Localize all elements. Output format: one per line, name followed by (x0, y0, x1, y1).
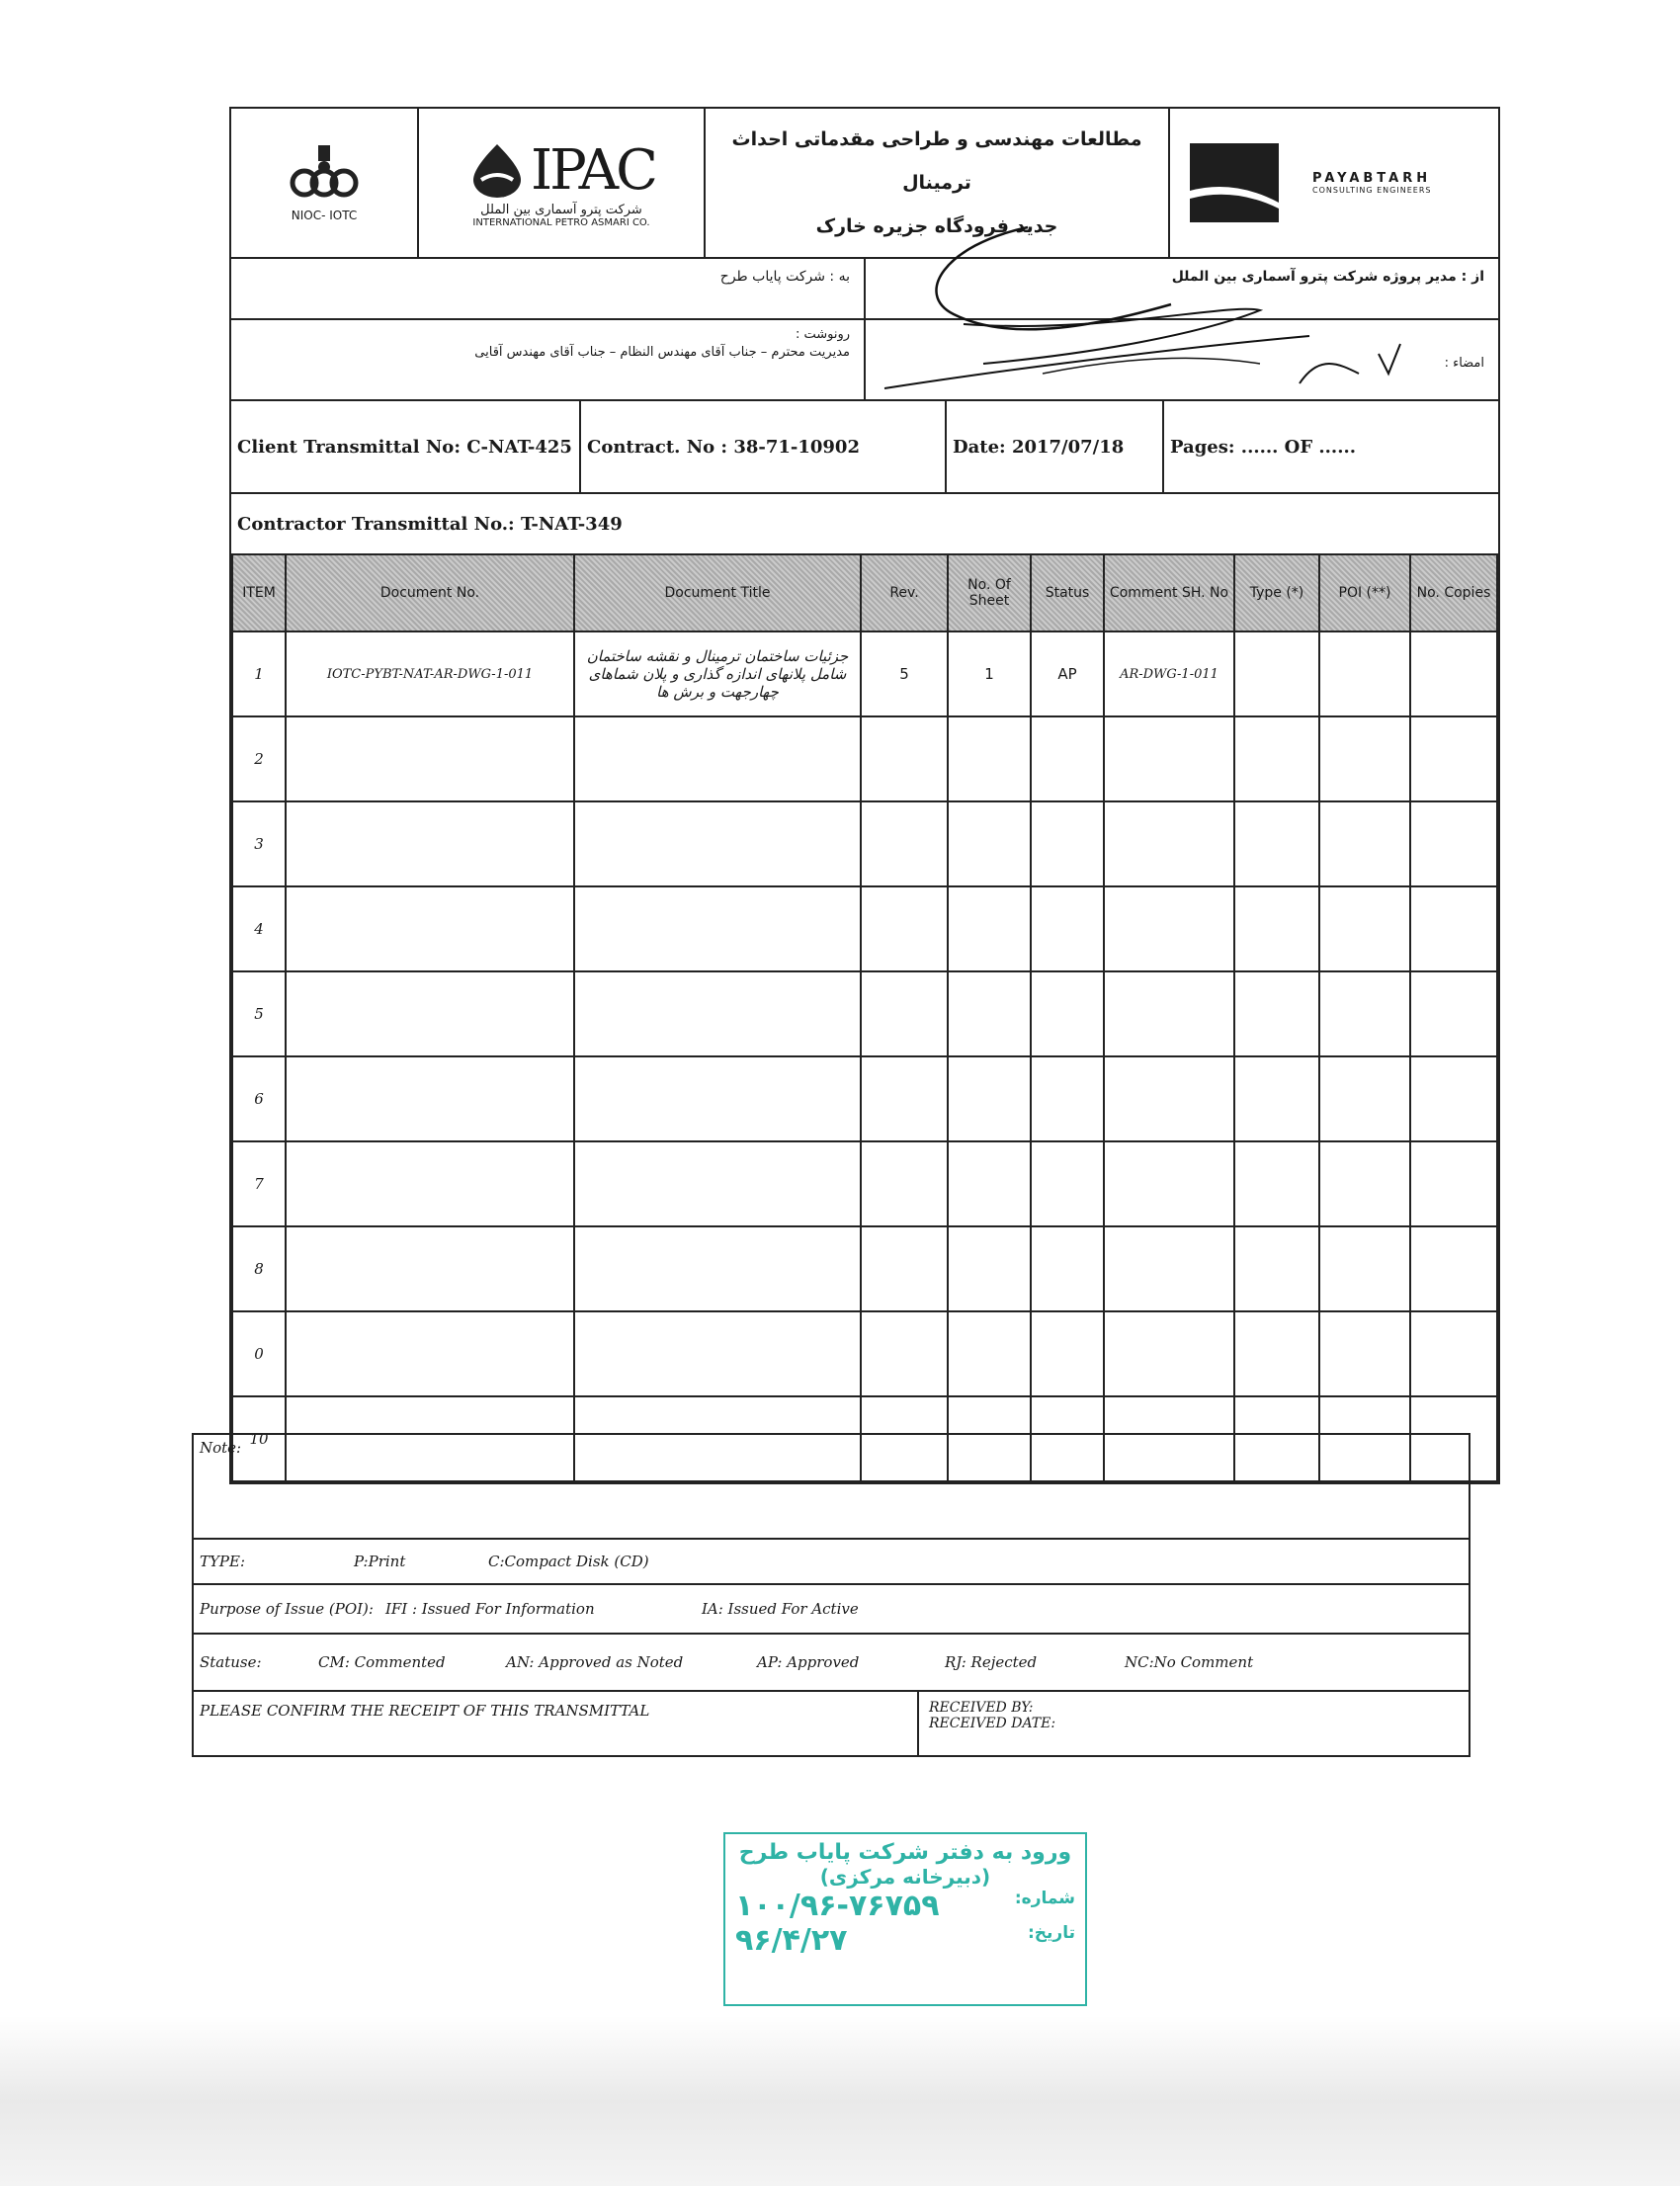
table-row (232, 1311, 1497, 1396)
cell-copies (1410, 971, 1497, 1056)
niqc-emblem-icon (285, 143, 364, 203)
cell-doc-no (286, 1056, 574, 1141)
pages-field: Pages: ...... OF ...... (1170, 436, 1356, 458)
signature-field (866, 320, 1498, 399)
cell-title (574, 886, 861, 971)
cell-item: 5 (232, 971, 286, 1056)
type-cd: C:Compact Disk (CD) (488, 1553, 649, 1570)
status-ap: AP: Approved (757, 1653, 860, 1671)
poi-ia: IA: Issued For Active (701, 1600, 859, 1618)
type-label: TYPE: (200, 1553, 246, 1570)
cell-comment (1104, 971, 1234, 1056)
cell-item: 3 (232, 801, 286, 886)
table-row (232, 716, 1497, 801)
niqc-caption: NIOC- IOTC (291, 209, 358, 222)
poi-ifi: IFI : Issued For Information (384, 1600, 595, 1618)
cell-poi (1319, 1226, 1410, 1311)
date-field: Date: 2017/07/18 (947, 401, 1164, 492)
form-header (231, 109, 1498, 259)
cc-field (231, 320, 866, 399)
cell-copies (1410, 1056, 1497, 1141)
note-row (194, 1435, 1469, 1540)
cell-type (1234, 1226, 1319, 1311)
cell-rev (861, 971, 948, 1056)
cell-copies (1410, 886, 1497, 971)
col-document-title: Document Title (574, 554, 861, 631)
received-date: RECEIVED DATE: (929, 1716, 1056, 1731)
cell-status (1031, 801, 1104, 886)
payab-emblem-icon (1190, 143, 1279, 222)
poi-label: Purpose of Issue (POI): (200, 1600, 374, 1618)
documents-table (231, 553, 1498, 1482)
to-from-row (231, 259, 1498, 320)
type-legend (194, 1540, 1469, 1585)
cell-poi (1319, 1141, 1410, 1226)
signature-label: امضاء : (1444, 356, 1484, 371)
cell-rev (861, 1056, 948, 1141)
project-title-line1: مطالعات مهندسی و طراحی مقدماتی احداث ترمینال (731, 128, 1142, 194)
cell-sheets (948, 1311, 1031, 1396)
stamp-date-value: ۹۶/۴/۲۷ (735, 1923, 848, 1958)
legend-footer (192, 1433, 1470, 1757)
project-title (706, 109, 1170, 257)
project-title-line2: جدید فرودگاه جزیره خارک (815, 215, 1058, 237)
niqc-logo (231, 109, 419, 257)
cell-doc-no: IOTC-PYBT-NAT-AR-DWG-1-011 (286, 631, 574, 716)
payab-logo (1170, 109, 1498, 257)
stamp-number-value: ۱۰۰/۹۶-۷۶۷۵۹ (735, 1889, 940, 1923)
cell-item: 2 (232, 716, 286, 801)
stamp-date-label: تاریخ: (1028, 1923, 1075, 1943)
stamp-line1: ورود به دفتر شرکت پایاب طرح (738, 1840, 1072, 1865)
cell-status (1031, 971, 1104, 1056)
ipac-company-fa: شرکت پترو آسماری بین الملل (480, 202, 642, 217)
transmittal-form (229, 107, 1500, 1484)
cell-status (1031, 886, 1104, 971)
cell-comment (1104, 716, 1234, 801)
cell-sheets (948, 1141, 1031, 1226)
cell-title (574, 1311, 861, 1396)
cell-rev (861, 1311, 948, 1396)
to-field: به : شرکت پایاب طرح (231, 259, 866, 318)
cell-copies (1410, 716, 1497, 801)
table-row (232, 1056, 1497, 1141)
col-sheets: No. Of Sheet (948, 554, 1031, 631)
cell-status (1031, 1311, 1104, 1396)
cell-type (1234, 1056, 1319, 1141)
cell-comment (1104, 1226, 1234, 1311)
cell-sheets (948, 886, 1031, 971)
status-label: Statuse: (200, 1653, 262, 1671)
stamp-line2: (دبیرخانه مرکزی) (819, 1865, 991, 1889)
table-row (232, 1141, 1497, 1226)
cell-sheets (948, 1056, 1031, 1141)
cell-sheets: 1 (948, 631, 1031, 716)
col-document-no: Document No. (286, 554, 574, 631)
status-rj: RJ: Rejected (945, 1653, 1038, 1671)
cell-title (574, 971, 861, 1056)
cell-comment (1104, 886, 1234, 971)
cell-item: 8 (232, 1226, 286, 1311)
incoming-stamp (723, 1832, 1087, 2006)
table-row (232, 1226, 1497, 1311)
cell-type (1234, 971, 1319, 1056)
col-copies: No. Copies (1410, 554, 1497, 631)
stamp-date (735, 1923, 1075, 1958)
table-row (232, 971, 1497, 1056)
table-row (232, 631, 1497, 716)
cell-rev (861, 1226, 948, 1311)
ipac-company-en: INTERNATIONAL PETRO ASMARI CO. (472, 216, 650, 228)
cell-type (1234, 1311, 1319, 1396)
cell-comment (1104, 1141, 1234, 1226)
cell-doc-no (286, 1141, 574, 1226)
cell-status (1031, 1056, 1104, 1141)
cell-item: 1 (232, 631, 286, 716)
cell-status (1031, 1141, 1104, 1226)
received-box (917, 1692, 1065, 1755)
confirm-row (194, 1692, 1469, 1755)
stamp-number (735, 1889, 1075, 1923)
cell-sheets (948, 801, 1031, 886)
confirm-text: PLEASE CONFIRM THE RECEIPT OF THIS TRANSMITTAL (200, 1702, 650, 1720)
col-poi: POI (**) (1319, 554, 1410, 631)
col-type: Type (*) (1234, 554, 1319, 631)
cc-label: رونوشت : (795, 327, 850, 342)
cell-comment: AR-DWG-1-011 (1104, 631, 1234, 716)
cell-rev: 5 (861, 631, 948, 716)
cell-poi (1319, 886, 1410, 971)
cell-title (574, 716, 861, 801)
cell-rev (861, 886, 948, 971)
cell-item: 0 (232, 1311, 286, 1396)
cell-poi (1319, 971, 1410, 1056)
cell-type (1234, 886, 1319, 971)
cell-comment (1104, 1311, 1234, 1396)
cell-title (574, 1226, 861, 1311)
cell-poi (1319, 716, 1410, 801)
table-header-row (232, 554, 1497, 631)
cell-doc-no (286, 801, 574, 886)
cell-copies (1410, 801, 1497, 886)
cell-item: 4 (232, 886, 286, 971)
contractor-transmittal: Contractor Transmittal No.: T-NAT-349 (237, 513, 623, 535)
type-print: P:Print (354, 1553, 406, 1570)
scan-shadow (0, 2016, 1680, 2186)
ipac-drop-icon (467, 140, 527, 200)
cell-comment (1104, 1056, 1234, 1141)
payab-name: PAYABTARH (1312, 171, 1432, 186)
status-legend (194, 1635, 1469, 1692)
client-transmittal: Client Transmittal No: C-NAT-425 (231, 401, 581, 492)
cell-comment (1104, 801, 1234, 886)
col-status: Status (1031, 554, 1104, 631)
cell-item: 6 (232, 1056, 286, 1141)
cell-type (1234, 1141, 1319, 1226)
cell-type (1234, 716, 1319, 801)
cell-title: جزئیات ساختمان ترمینال و نقشه ساختمان شامل پلانهای اندازه گذاری و پلان شماهای چهارجهت و برش ها (574, 631, 861, 716)
cell-poi (1319, 801, 1410, 886)
cell-copies (1410, 1311, 1497, 1396)
cell-rev (861, 716, 948, 801)
cell-copies (1410, 1141, 1497, 1226)
table-row (232, 886, 1497, 971)
cell-rev (861, 1141, 948, 1226)
stamp-number-label: شماره: (1014, 1889, 1075, 1908)
received-by: RECEIVED BY: (929, 1700, 1034, 1716)
col-comment-sheet: Comment SH. No (1104, 554, 1234, 631)
cell-item: 7 (232, 1141, 286, 1226)
cell-title (574, 1141, 861, 1226)
cell-doc-no (286, 716, 574, 801)
cell-sheets (948, 971, 1031, 1056)
cell-rev (861, 801, 948, 886)
status-an: AN: Approved as Noted (506, 1653, 684, 1671)
cell-sheets (948, 716, 1031, 801)
cell-item: 10 (232, 1396, 286, 1481)
cell-poi (1319, 1056, 1410, 1141)
cc-value: مدیریت محترم – جناب آقای مهندس النظام – جناب آقای مهندس آقایی (474, 345, 850, 360)
from-field: از : مدیر پروژه شرکت پترو آسماری بین الملل (1171, 269, 1484, 285)
cell-copies (1410, 631, 1497, 716)
cell-doc-no (286, 886, 574, 971)
poi-legend (194, 1585, 1469, 1635)
cell-sheets (948, 1226, 1031, 1311)
cell-title (574, 1056, 861, 1141)
cell-status (1031, 1226, 1104, 1311)
cell-doc-no (286, 1226, 574, 1311)
cell-poi (1319, 1311, 1410, 1396)
col-rev: Rev. (861, 554, 948, 631)
cell-type (1234, 631, 1319, 716)
cell-copies (1410, 1226, 1497, 1311)
cell-doc-no (286, 1311, 574, 1396)
status-nc: NC:No Comment (1125, 1653, 1254, 1671)
payab-sub: CONSULTING ENGINEERS (1312, 186, 1432, 195)
cell-type (1234, 801, 1319, 886)
cell-doc-no (286, 971, 574, 1056)
ipac-logo (419, 109, 706, 257)
cell-title (574, 801, 861, 886)
cell-status: AP (1031, 631, 1104, 716)
col-item: ITEM (232, 554, 286, 631)
contract-no: Contract. No : 38-71-10902 (581, 401, 947, 492)
status-cm: CM: Commented (318, 1653, 446, 1671)
cell-poi (1319, 631, 1410, 716)
meta-row (231, 401, 1498, 494)
note-label: Note: (200, 1439, 242, 1457)
ipac-logo-text: IPAC (531, 137, 655, 203)
table-row (232, 801, 1497, 886)
cc-sign-row (231, 320, 1498, 401)
cell-status (1031, 716, 1104, 801)
